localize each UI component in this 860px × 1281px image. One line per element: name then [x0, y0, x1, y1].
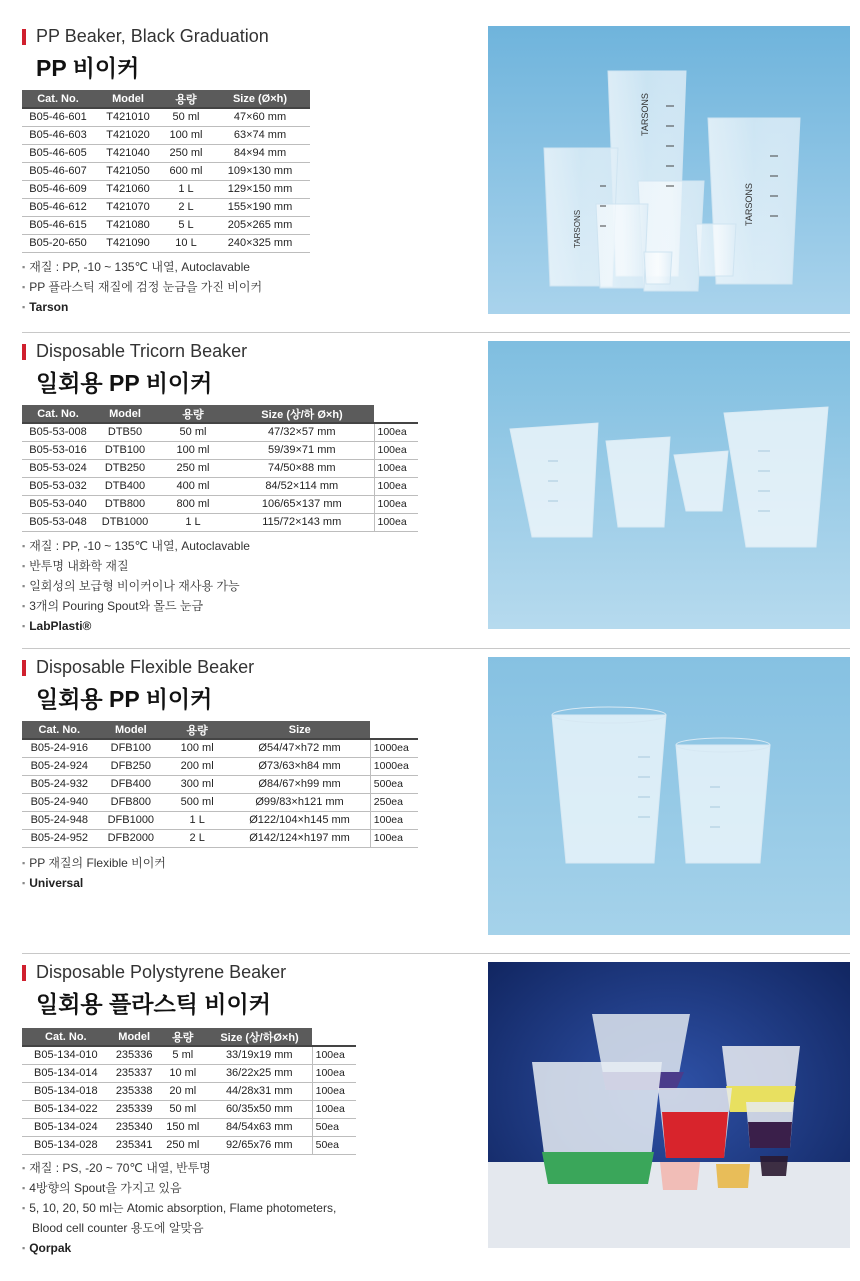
col-header: Model	[94, 405, 156, 423]
cell: 250 ml	[159, 1136, 207, 1154]
cell: 50ea	[312, 1136, 356, 1154]
cell: 200 ml	[165, 757, 229, 775]
note-item: ▪ PP 플라스틱 재질에 검정 눈금을 가진 비이커	[22, 277, 262, 297]
note-continuation: Blood cell counter 용도에 알맞음	[32, 1221, 204, 1235]
cell: 84/52×114 mm	[230, 477, 374, 495]
col-header: 용량	[165, 721, 229, 739]
cell: B05-24-952	[22, 829, 97, 847]
cell: T421080	[94, 216, 162, 234]
cell: DTB1000	[94, 513, 156, 531]
note-item: ▪ PP 재질의 Flexible 비이커	[22, 853, 166, 873]
brand-print: TARSONS	[573, 209, 582, 248]
table-row	[22, 775, 418, 793]
cell: B05-46-609	[22, 180, 94, 198]
cell: 5 L	[162, 216, 210, 234]
cell: 59/39×71 mm	[230, 441, 374, 459]
cell: T421050	[94, 162, 162, 180]
table-row	[22, 1118, 356, 1136]
table-row	[22, 495, 418, 513]
col-header: Model	[94, 90, 162, 108]
cell: DFB2000	[97, 829, 165, 847]
section-title-ko: PP 비이커	[36, 55, 140, 81]
cell: 100 ml	[162, 126, 210, 144]
cell: 235336	[110, 1046, 159, 1064]
table-row	[22, 739, 418, 757]
title-en-text: Disposable Flexible Beaker	[36, 657, 255, 677]
cell: B05-46-615	[22, 216, 94, 234]
cell: B05-46-603	[22, 126, 94, 144]
note-item: ▪ 반투명 내화학 재질	[22, 556, 250, 576]
cell: Ø122/104×h145 mm	[229, 811, 370, 829]
cell: B05-46-612	[22, 198, 94, 216]
section-title-ko: 일회용 플라스틱 비이커	[36, 991, 271, 1017]
cell: B05-134-014	[22, 1064, 110, 1082]
cell: 63×74 mm	[210, 126, 310, 144]
brand-label: ▪ Tarson	[22, 297, 262, 317]
cell: 1 L	[156, 513, 230, 531]
table-row	[22, 423, 418, 441]
note-item: ▪ 3개의 Pouring Spout와 몰드 눈금	[22, 596, 250, 616]
cell: B05-24-924	[22, 757, 97, 775]
accent-bar	[22, 660, 26, 676]
notes-list	[22, 536, 250, 636]
cell: Ø99/83×h121 mm	[229, 793, 370, 811]
cell: 106/65×137 mm	[230, 495, 374, 513]
spec-table	[22, 1028, 356, 1155]
cell: T421070	[94, 198, 162, 216]
cell: DFB400	[97, 775, 165, 793]
cell: DFB250	[97, 757, 165, 775]
brand-label: ▪ Qorpak	[22, 1238, 336, 1258]
cell: DFB100	[97, 739, 165, 757]
cell: B05-46-601	[22, 108, 94, 126]
note-item: ▪ 재질 : PS, -20 ~ 70℃ 내열, 반투명	[22, 1158, 336, 1178]
col-header: 용량	[159, 1028, 207, 1046]
spec-table	[22, 721, 418, 848]
cell: 10 L	[162, 234, 210, 252]
cell: 600 ml	[162, 162, 210, 180]
cell: 20 ml	[159, 1082, 207, 1100]
cell: 10 ml	[159, 1064, 207, 1082]
cell: 109×130 mm	[210, 162, 310, 180]
cell: 115/72×143 mm	[230, 513, 374, 531]
accent-bar	[22, 29, 26, 45]
cell: T421090	[94, 234, 162, 252]
product-photo	[488, 657, 850, 935]
col-header: Cat. No.	[22, 1028, 110, 1046]
cell: DTB250	[94, 459, 156, 477]
notes-list	[22, 853, 166, 893]
cell: 150 ml	[159, 1118, 207, 1136]
notes-list	[22, 1158, 336, 1258]
cell: T421060	[94, 180, 162, 198]
cell: 1 L	[165, 811, 229, 829]
cell: T421010	[94, 108, 162, 126]
cell: 500 ml	[165, 793, 229, 811]
section-title-en	[22, 26, 269, 47]
cell: T421040	[94, 144, 162, 162]
cell: 100ea	[374, 441, 418, 459]
cell: B05-53-040	[22, 495, 94, 513]
cell: 235337	[110, 1064, 159, 1082]
col-header: Cat. No.	[22, 405, 94, 423]
cell: T421020	[94, 126, 162, 144]
table-row	[22, 180, 310, 198]
spec-table	[22, 90, 310, 253]
cell: 74/50×88 mm	[230, 459, 374, 477]
cell: B05-24-916	[22, 739, 97, 757]
table-row	[22, 216, 310, 234]
cell: 100ea	[374, 513, 418, 531]
accent-bar	[22, 344, 26, 360]
cell: 100ea	[370, 829, 418, 847]
table-row	[22, 1082, 356, 1100]
cell: 50 ml	[159, 1100, 207, 1118]
cell: DFB1000	[97, 811, 165, 829]
table-row	[22, 793, 418, 811]
cell: 250ea	[370, 793, 418, 811]
cell: 50 ml	[156, 423, 230, 441]
cell: 100ea	[374, 459, 418, 477]
cell: DTB400	[94, 477, 156, 495]
cell: Ø54/47×h72 mm	[229, 739, 370, 757]
col-header: 용량	[162, 90, 210, 108]
cell: 1000ea	[370, 739, 418, 757]
brand-label: ▪ Universal	[22, 873, 166, 893]
note-item: ▪ 재질 : PP, -10 ~ 135℃ 내열, Autoclavable	[22, 536, 250, 556]
cell: B05-53-008	[22, 423, 94, 441]
cell: 800 ml	[156, 495, 230, 513]
cell: DTB50	[94, 423, 156, 441]
cell: 250 ml	[156, 459, 230, 477]
table-row	[22, 459, 418, 477]
cell: B05-24-948	[22, 811, 97, 829]
cell: 100ea	[374, 495, 418, 513]
note-item: ▪ 재질 : PP, -10 ~ 135℃ 내열, Autoclavable	[22, 257, 262, 277]
cell: 50ea	[312, 1118, 356, 1136]
cell: 235338	[110, 1082, 159, 1100]
section-title-en	[22, 962, 286, 983]
cell: Ø84/67×h99 mm	[229, 775, 370, 793]
cell: B05-134-010	[22, 1046, 110, 1064]
cell: 129×150 mm	[210, 180, 310, 198]
table-row	[22, 477, 418, 495]
cell: 84/54x63 mm	[207, 1118, 312, 1136]
cell: B05-53-048	[22, 513, 94, 531]
cell: 44/28x31 mm	[207, 1082, 312, 1100]
note-item: ▪ 일회성의 보급형 비이커이나 재사용 가능	[22, 576, 250, 596]
cell: 33/19x19 mm	[207, 1046, 312, 1064]
product-photo	[488, 26, 850, 314]
cell: B05-134-022	[22, 1100, 110, 1118]
section-title-en	[22, 341, 247, 362]
cell: 1 L	[162, 180, 210, 198]
blank-header	[374, 405, 418, 423]
product-photo	[488, 341, 850, 629]
cell: 36/22x25 mm	[207, 1064, 312, 1082]
note-item: ▪ 5, 10, 20, 50 ml는 Atomic absorption, Flame photometers,	[22, 1198, 336, 1218]
cell: B05-53-016	[22, 441, 94, 459]
col-header: Size	[229, 721, 370, 739]
cell: B05-20-650	[22, 234, 94, 252]
cell: B05-24-932	[22, 775, 97, 793]
col-header: Size (상/하 Ø×h)	[230, 405, 374, 423]
cell: B05-46-607	[22, 162, 94, 180]
col-header: Cat. No.	[22, 90, 94, 108]
title-en-text: Disposable Tricorn Beaker	[36, 341, 248, 361]
cell: 5 ml	[159, 1046, 207, 1064]
cell: B05-134-024	[22, 1118, 110, 1136]
section-divider	[22, 332, 850, 333]
cell: 205×265 mm	[210, 216, 310, 234]
cell: 155×190 mm	[210, 198, 310, 216]
table-row	[22, 126, 310, 144]
col-header: Model	[110, 1028, 159, 1046]
col-header: Size (상/하Ø×h)	[207, 1028, 312, 1046]
col-header: Cat. No.	[22, 721, 97, 739]
cell: 100ea	[370, 811, 418, 829]
cell: 100 ml	[156, 441, 230, 459]
cell: DFB800	[97, 793, 165, 811]
brand-print: TARSONS	[744, 183, 754, 226]
cell: 60/35x50 mm	[207, 1100, 312, 1118]
cell: 235339	[110, 1100, 159, 1118]
cell: Ø142/124×h197 mm	[229, 829, 370, 847]
table-row	[22, 1064, 356, 1082]
cell: 400 ml	[156, 477, 230, 495]
cell: DTB800	[94, 495, 156, 513]
accent-bar	[22, 965, 26, 981]
table-row	[22, 1136, 356, 1154]
cell: 100 ml	[165, 739, 229, 757]
table-row	[22, 198, 310, 216]
table-row	[22, 829, 418, 847]
cell: 100ea	[312, 1064, 356, 1082]
table-row	[22, 757, 418, 775]
brand-print: TARSONS	[640, 93, 650, 136]
col-header: Size (Ø×h)	[210, 90, 310, 108]
cell: 47/32×57 mm	[230, 423, 374, 441]
cell: 500ea	[370, 775, 418, 793]
cell: B05-134-028	[22, 1136, 110, 1154]
col-header: 용량	[156, 405, 230, 423]
table-row	[22, 1046, 356, 1064]
notes-list	[22, 257, 262, 317]
table-row	[22, 441, 418, 459]
cell: 100ea	[312, 1100, 356, 1118]
cell: 50 ml	[162, 108, 210, 126]
table-row	[22, 513, 418, 531]
table-row	[22, 811, 418, 829]
note-item: ▪ 4방향의 Spout을 가지고 있음	[22, 1178, 336, 1198]
col-header: Model	[97, 721, 165, 739]
product-photo	[488, 962, 850, 1248]
cell: B05-53-024	[22, 459, 94, 477]
section-divider	[22, 953, 850, 954]
cell: 240×325 mm	[210, 234, 310, 252]
table-row	[22, 144, 310, 162]
cell: B05-24-940	[22, 793, 97, 811]
section-title-ko: 일회용 PP 비이커	[36, 686, 213, 712]
cell: 250 ml	[162, 144, 210, 162]
cell: Ø73/63×h84 mm	[229, 757, 370, 775]
cell: 100ea	[312, 1082, 356, 1100]
cell: B05-134-018	[22, 1082, 110, 1100]
brand-label: ▪ LabPlasti®	[22, 616, 250, 636]
section-title-en	[22, 657, 254, 678]
table-row	[22, 162, 310, 180]
cell: B05-46-605	[22, 144, 94, 162]
cell: 1000ea	[370, 757, 418, 775]
cell: 2 L	[162, 198, 210, 216]
cell: 2 L	[165, 829, 229, 847]
cell: DTB100	[94, 441, 156, 459]
section-title-ko: 일회용 PP 비이커	[36, 370, 213, 396]
title-en-text: Disposable Polystyrene Beaker	[36, 962, 287, 982]
cell: 100ea	[374, 423, 418, 441]
cell: B05-53-032	[22, 477, 94, 495]
section-divider	[22, 648, 850, 649]
table-row	[22, 108, 310, 126]
blank-header	[312, 1028, 356, 1046]
table-row	[22, 1100, 356, 1118]
cell: 235341	[110, 1136, 159, 1154]
cell: 100ea	[312, 1046, 356, 1064]
cell: 84×94 mm	[210, 144, 310, 162]
blank-header	[370, 721, 418, 739]
cell: 47×60 mm	[210, 108, 310, 126]
cell: 235340	[110, 1118, 159, 1136]
title-en-text: PP Beaker, Black Graduation	[36, 26, 269, 46]
cell: 300 ml	[165, 775, 229, 793]
cell: 100ea	[374, 477, 418, 495]
cell: 92/65x76 mm	[207, 1136, 312, 1154]
table-row	[22, 234, 310, 252]
spec-table	[22, 405, 418, 532]
